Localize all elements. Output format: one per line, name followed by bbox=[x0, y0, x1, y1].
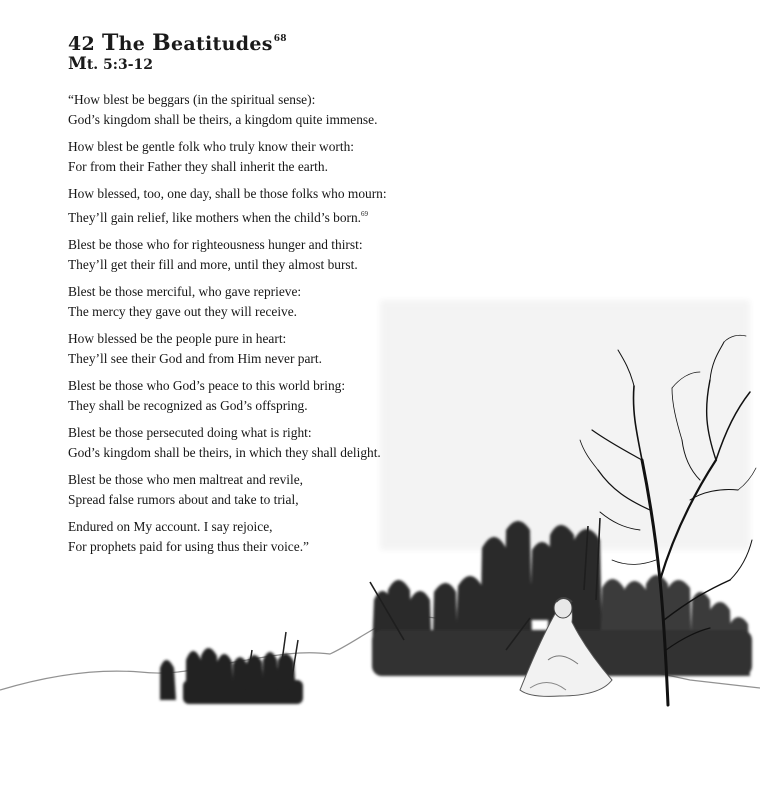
stanza bbox=[68, 184, 488, 228]
stanza bbox=[68, 517, 488, 557]
poem-line: Blest be those persecuted doing what is right: bbox=[68, 425, 312, 440]
title-initial-t: T bbox=[101, 30, 119, 56]
poem-line: God’s kingdom shall be theirs, a kingdom quite immense. bbox=[68, 112, 378, 127]
poem-line: How blest be gentle folk who truly know their worth: bbox=[68, 139, 354, 154]
poem-line: Blest be those who for righteousness hunger and thirst: bbox=[68, 237, 363, 252]
poem-line: Blest be those merciful, who gave reprieve: bbox=[68, 284, 302, 299]
poem-line: They’ll get their fill and more, until they almost burst. bbox=[68, 257, 358, 272]
poem bbox=[68, 90, 488, 564]
poem-line: For prophets paid for using thus their voice.” bbox=[68, 539, 309, 554]
title-footnote-marker: 68 bbox=[273, 34, 287, 44]
poem-line: For from their Father they shall inherit the earth. bbox=[68, 159, 328, 174]
footnote-marker: 69 bbox=[361, 210, 369, 218]
left-crowd bbox=[160, 648, 303, 704]
title-part-a: he bbox=[118, 33, 153, 55]
stanza bbox=[68, 470, 488, 510]
stanza bbox=[68, 329, 488, 369]
poem-line: The mercy they gave out they will receive. bbox=[68, 304, 298, 319]
reference-rest: t. 5:3-12 bbox=[86, 57, 153, 73]
title-part-b: eatitudes bbox=[170, 33, 273, 55]
title-initial-b: B bbox=[152, 30, 171, 56]
poem-line: Blest be those who God’s peace to this world bring: bbox=[68, 378, 346, 393]
stanza bbox=[68, 376, 488, 416]
stanza bbox=[68, 235, 488, 275]
chapter-title bbox=[68, 28, 287, 55]
poem-line: They’ll see their God and from Him never part. bbox=[68, 351, 322, 366]
poem-line: “How blest be beggars (in the spiritual sense): bbox=[68, 92, 316, 107]
poem-line: They shall be recognized as God’s offspring. bbox=[68, 398, 308, 413]
poem-line: God’s kingdom shall be theirs, in which they shall delight. bbox=[68, 445, 381, 460]
chapter-number: 42 bbox=[68, 33, 96, 55]
poem-line: How blessed be the people pure in heart: bbox=[68, 331, 287, 346]
stanza bbox=[68, 137, 488, 177]
heading bbox=[68, 28, 287, 74]
poem-line: Blest be those who men maltreat and revile, bbox=[68, 472, 304, 487]
poem-line-with-footnote bbox=[68, 204, 488, 228]
reference-initial: M bbox=[68, 54, 87, 74]
scripture-reference bbox=[68, 55, 287, 74]
stanza bbox=[68, 423, 488, 463]
stanza bbox=[68, 90, 488, 130]
poem-line: Spread false rumors about and take to trial, bbox=[68, 492, 299, 507]
poem-line-text: They’ll gain relief, like mothers when the child’s born. bbox=[68, 210, 362, 225]
poem-line: How blessed, too, one day, shall be those folks who mourn: bbox=[68, 186, 387, 201]
poem-line: Endured on My account. I say rejoice, bbox=[68, 519, 273, 534]
stanza bbox=[68, 282, 488, 322]
